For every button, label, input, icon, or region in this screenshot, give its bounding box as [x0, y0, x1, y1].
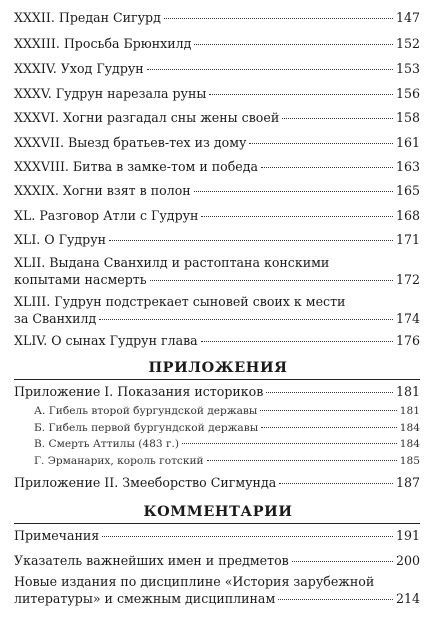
section-rule — [14, 379, 420, 380]
toc-entry-page: 174 — [395, 311, 420, 326]
dot-leader — [164, 18, 393, 19]
toc-entry-page: 191 — [395, 528, 420, 543]
toc-subentry-page: 181 — [399, 405, 420, 417]
dot-leader — [261, 167, 393, 168]
toc-entry-title: XXXV. Гудрун нарезала руны — [14, 86, 207, 101]
dot-leader — [147, 69, 393, 70]
dot-leader — [279, 483, 393, 484]
dot-leader — [109, 240, 393, 241]
toc-subentry-title: Б. Гибель первой бургундской державы — [34, 422, 259, 434]
dot-leader — [249, 143, 393, 144]
toc-entry-title: XXXIX. Хогни взят в полон — [14, 183, 191, 198]
dot-leader — [260, 410, 396, 411]
toc-subentry-title: А. Гибель второй бургундской державы — [34, 405, 258, 417]
toc-entry-page: 214 — [395, 591, 420, 606]
toc-entry[interactable] — [14, 159, 420, 174]
toc-subentry[interactable] — [34, 455, 420, 468]
toc-entry-title: XXXVI. Хогни разгадал сны жены своей — [14, 110, 280, 125]
dot-leader — [102, 536, 393, 537]
toc-entry-title: XXXVIII. Битва в замке-том и победа — [14, 159, 259, 174]
dot-leader — [209, 94, 393, 95]
toc-entry-title: XL. Разговор Атли с Гудрун — [14, 208, 199, 223]
toc-entry-title: XLIV. О сынах Гудрун глава — [14, 333, 198, 348]
dot-leader — [292, 561, 393, 562]
toc-entry-title: XLI. О Гудрун — [14, 232, 107, 247]
toc-entry[interactable] — [14, 86, 420, 101]
toc-entry-page: 176 — [395, 333, 420, 348]
toc-subentry-title: В. Смерть Аттилы (483 г.) — [34, 438, 180, 450]
dot-leader — [282, 118, 393, 119]
dot-leader — [182, 443, 397, 444]
toc-entry[interactable] — [14, 61, 420, 76]
toc-subentry-page: 184 — [399, 422, 420, 434]
toc-entry-page: 172 — [395, 272, 420, 287]
toc-entry-page: 156 — [395, 86, 420, 101]
toc-entry-page: 153 — [395, 61, 420, 76]
dot-leader — [150, 280, 393, 281]
toc-entry-page: 163 — [395, 159, 420, 174]
toc-entry-title: XXXVII. Выезд братьев-тех из дому — [14, 135, 247, 150]
toc-entry[interactable] — [14, 183, 420, 198]
toc-entry-page: 165 — [395, 183, 420, 198]
toc-entry-index[interactable] — [14, 553, 420, 568]
toc-entry[interactable] — [14, 135, 420, 150]
toc-entry-title-line1: Новые издания по дисциплине «История зарубежной — [14, 574, 375, 589]
toc-entry-title-line2: за Сванхилд — [14, 311, 97, 326]
toc-subentry-title: Г. Эрманарих, король готский — [34, 455, 204, 467]
dot-leader — [261, 427, 397, 428]
toc-entry-page: 187 — [395, 475, 420, 490]
toc-entry-title: XXXII. Предан Сигурд — [14, 10, 161, 25]
toc-subentry[interactable] — [34, 405, 420, 418]
dot-leader — [266, 392, 393, 393]
toc-entry[interactable] — [14, 208, 420, 223]
toc-entry[interactable] — [14, 333, 420, 348]
toc-entry-title-line1: XLIII. Гудрун подстрекает сыновей своих к мести — [14, 294, 346, 309]
toc-subentry-page: 184 — [399, 438, 420, 450]
dot-leader — [207, 460, 397, 461]
toc-entry-page: 200 — [395, 553, 420, 568]
dot-leader — [194, 191, 393, 192]
toc-entry-appendix-2[interactable] — [14, 475, 420, 490]
toc-entry-title: Приложение II. Змееборство Сигмунда — [14, 475, 277, 490]
toc-entry-multiline[interactable] — [14, 293, 420, 327]
toc-subentry-page: 185 — [399, 455, 420, 467]
toc-entry-new-editions[interactable] — [14, 573, 420, 607]
toc-entry-page: 152 — [395, 36, 420, 51]
toc-entry-title-line2: копытами насмерть — [14, 272, 147, 287]
toc-entry-page: 181 — [395, 384, 420, 399]
toc-entry-title-line1: XLII. Выдана Сванхилд и растоптана конскими — [14, 255, 330, 270]
toc-entry-title-line2: литературы» и смежным дисциплинам — [14, 591, 276, 606]
toc-entry-title: Указатель важнейших имен и предметов — [14, 553, 289, 568]
toc-entry-title: Приложение I. Показания историков — [14, 384, 264, 399]
dot-leader — [278, 599, 393, 600]
toc-entry-page: 158 — [395, 110, 420, 125]
dot-leader — [201, 216, 393, 217]
toc-entry-appendix-1[interactable] — [14, 384, 420, 399]
dot-leader — [194, 44, 393, 45]
commentary-heading: КОММЕНТАРИИ — [143, 503, 293, 520]
toc-entry-page: 171 — [395, 232, 420, 247]
dot-leader — [99, 319, 393, 320]
toc-entry-title: XXXIV. Уход Гудрун — [14, 61, 144, 76]
section-rule — [14, 523, 420, 524]
toc-entry-page: 168 — [395, 208, 420, 223]
toc-subentry[interactable] — [34, 422, 420, 435]
toc-entry-page: 161 — [395, 135, 420, 150]
toc-entry-notes[interactable] — [14, 528, 420, 543]
toc-entry-page: 147 — [395, 10, 420, 25]
toc-entry[interactable] — [14, 232, 420, 247]
toc-entry-title: XXXIII. Просьба Брюнхилд — [14, 36, 192, 51]
toc-entry[interactable] — [14, 10, 420, 25]
toc-entry[interactable] — [14, 36, 420, 51]
dot-leader — [201, 341, 393, 342]
toc-subentry[interactable] — [34, 438, 420, 451]
toc-entry-multiline[interactable] — [14, 254, 420, 288]
toc-entry-title: Примечания — [14, 528, 100, 543]
toc-entry[interactable] — [14, 110, 420, 125]
appendix-heading: ПРИЛОЖЕНИЯ — [148, 359, 288, 376]
